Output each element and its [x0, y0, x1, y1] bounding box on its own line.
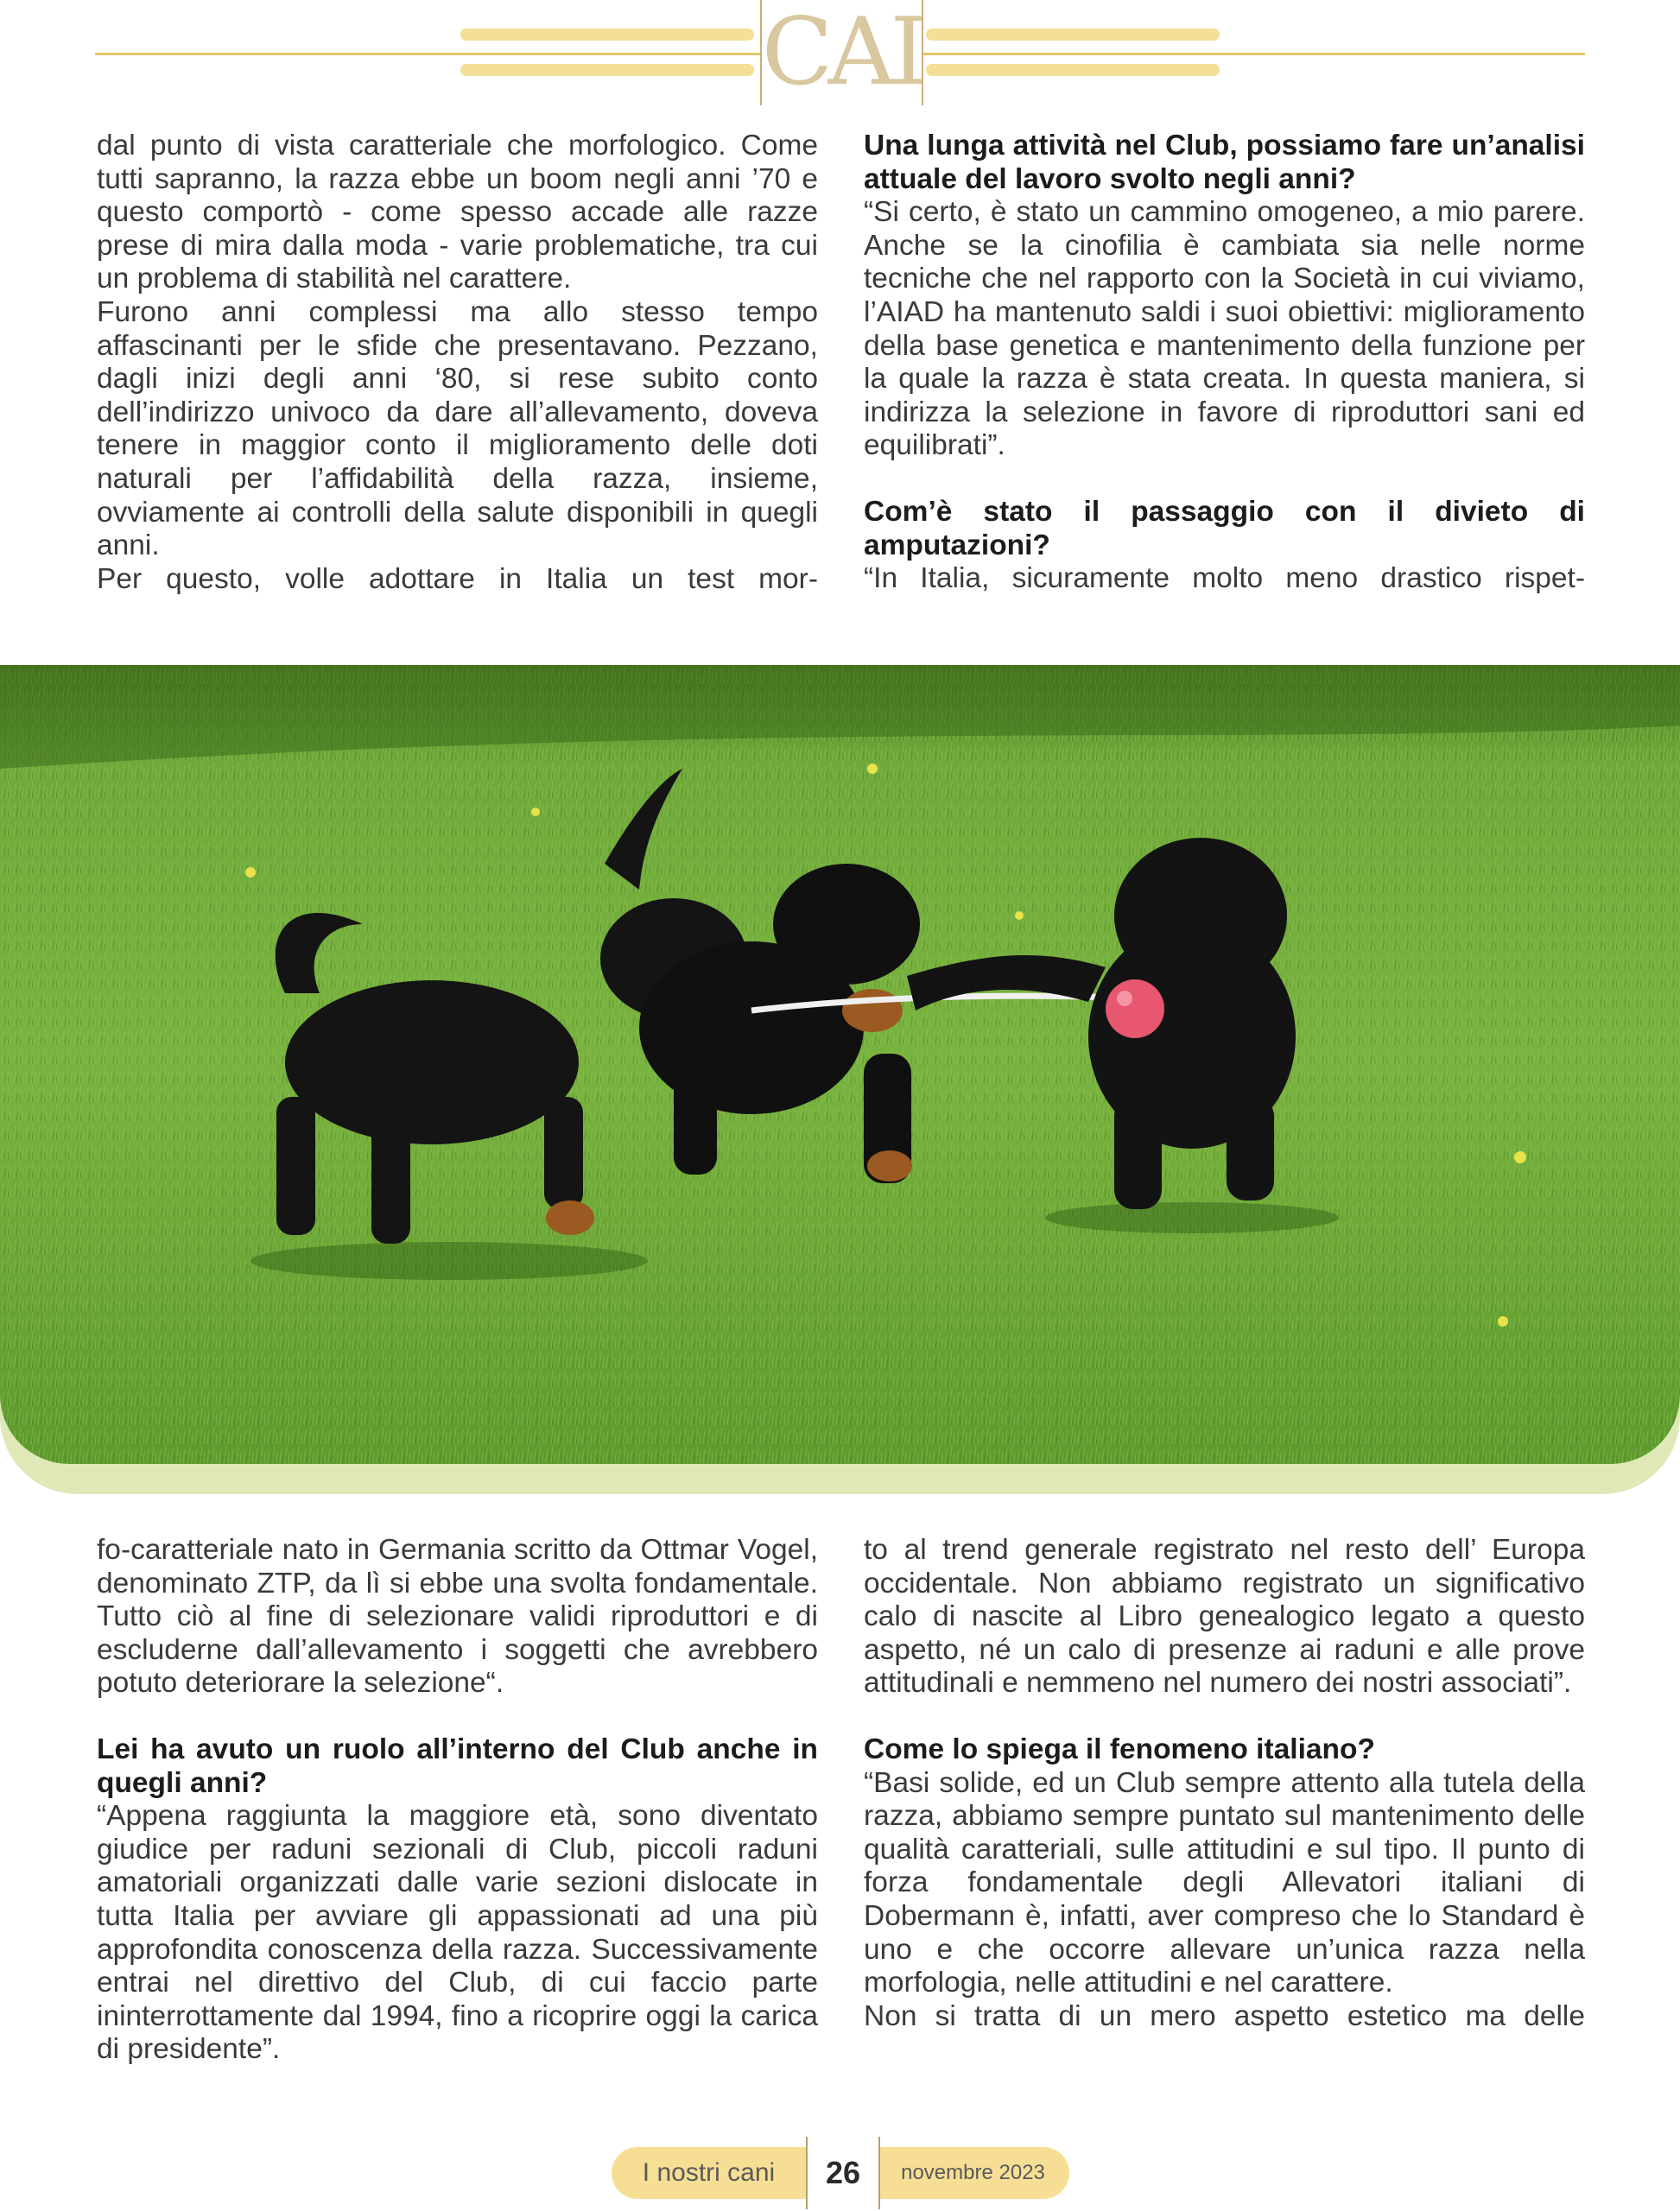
- masthead-logo: [760, 0, 923, 105]
- interview-question: Come lo spiega il fenomeno italiano?: [864, 1733, 1375, 1765]
- interview-answer: Non si tratta di un mero aspetto estetico ma delle: [864, 1999, 1585, 2032]
- interview-answer: “Appena raggiunta la maggiore età, sono diventato giudice per raduni sezionali di Club, piccoli raduni amatoriali organizzati dalle varie sezioni dislocate in tutta Italia per avviare gli appassionati ad una più approfondita conoscenza della razza. Successivamente entrai nel direttivo del Club, di cui faccio parte ininterrottamente dal 1994, fino a ricoprire oggi la carica di presidente”.: [97, 1800, 818, 2066]
- page-number: 26: [806, 2137, 880, 2209]
- puppies-photo: [0, 665, 1680, 1464]
- column-top-left: [97, 130, 818, 596]
- interview-question: Lei ha avuto un ruolo all’interno del Club anche in quegli anni?: [97, 1733, 818, 1799]
- interview-answer: “In Italia, sicuramente molto meno drastico rispet-: [864, 562, 1585, 595]
- column-bottom-right: [864, 1534, 1585, 2033]
- interview-answer: “Si certo, è stato un cammino omogeneo, a mio parere. Anche se la cinofilia è cambiata sia nelle norme tecniche che nel rapporto con la Società in cui viviamo, l’AIAD ha mantenuto saldi i suoi obiettivi: miglioramento della base genetica e mantenimento della funzione per la quale la razza è stata creata. In questa maniera, si indirizza la selezione in favore di riproduttori sani ed equilibrati”.: [864, 196, 1585, 462]
- masthead-bar-right-lower: [926, 64, 1220, 76]
- paragraph: Furono anni complessi ma allo stesso tempo affascinanti per le sfide che presentavano. Pezzano, dagli inizi degli anni ‘80, si rese subito conto dell’indirizzo univoco da dare all’allevamento, doveva tenere in maggior conto il miglioramento delle doti naturali per l’affidabilità della razza, insieme, ovviamente ai controlli della salute disponibili in quegli anni.: [97, 295, 818, 562]
- spacer: [864, 463, 1585, 496]
- masthead-logo-text: CAI: [761, 0, 922, 106]
- paragraph: Per questo, volle adottare in Italia un test mor-: [97, 562, 818, 595]
- footer-issue-date: novembre 2023: [901, 2161, 1045, 2184]
- paragraph: fo-caratteriale nato in Germania scritto da Ottmar Vogel, denominato ZTP, da lì si ebbe una svolta fondamentale. Tutto ciò al fine di selezionare validi riproduttori e di escluderne dall’allevamento i soggetti che avrebbero potuto deteriorare la selezione“.: [97, 1534, 818, 1700]
- photo-frame: [0, 665, 1680, 1494]
- column-bottom-left: [97, 1534, 818, 2067]
- masthead-bar-left-lower: [460, 64, 754, 76]
- interview-answer: “Basi solide, ed un Club sempre attento alla tutela della razza, abbiamo sempre puntato sul mantenimento delle qualità caratteriali, sulle attitudini e sul tipo. Il punto di forza fondamentale degli Allevatori italiani di Dobermann è, infatti, aver compreso che lo Standard è uno e che occorre allevare un’unica razza nella morfologia, nelle attitudini e nel carattere.: [864, 1766, 1585, 1999]
- interview-question: Una lunga attività nel Club, possiamo fare un’analisi attuale del lavoro svolto negli anni?: [864, 130, 1585, 195]
- masthead-bar-right: [926, 29, 1220, 41]
- interview-question: Com’è stato il passaggio con il divieto di amputazioni?: [864, 495, 1585, 561]
- footer-magazine-name: I nostri cani: [642, 2158, 776, 2187]
- masthead-bar-left: [460, 29, 754, 41]
- paragraph: to al trend generale registrato nel resto dell’ Europa occidentale. Non abbiamo registrato un significativo calo di nascite al Libro genealogico legato a questo aspetto, né un calo di presenze ai raduni e alle prove attitudinali e nemmeno nel numero dei nostri associati”.: [864, 1534, 1585, 1700]
- column-top-right: [864, 130, 1585, 596]
- spacer: [97, 1701, 818, 1733]
- spacer: [864, 1701, 1585, 1733]
- paragraph: dal punto di vista caratteriale che morfologico. Come tutti sapranno, la razza ebbe un boom negli anni ’70 e questo comportò - come spesso accade alle razze prese di mira dalla moda - varie problematiche, tra cui un problema di stabilità nel carattere.: [97, 130, 818, 295]
